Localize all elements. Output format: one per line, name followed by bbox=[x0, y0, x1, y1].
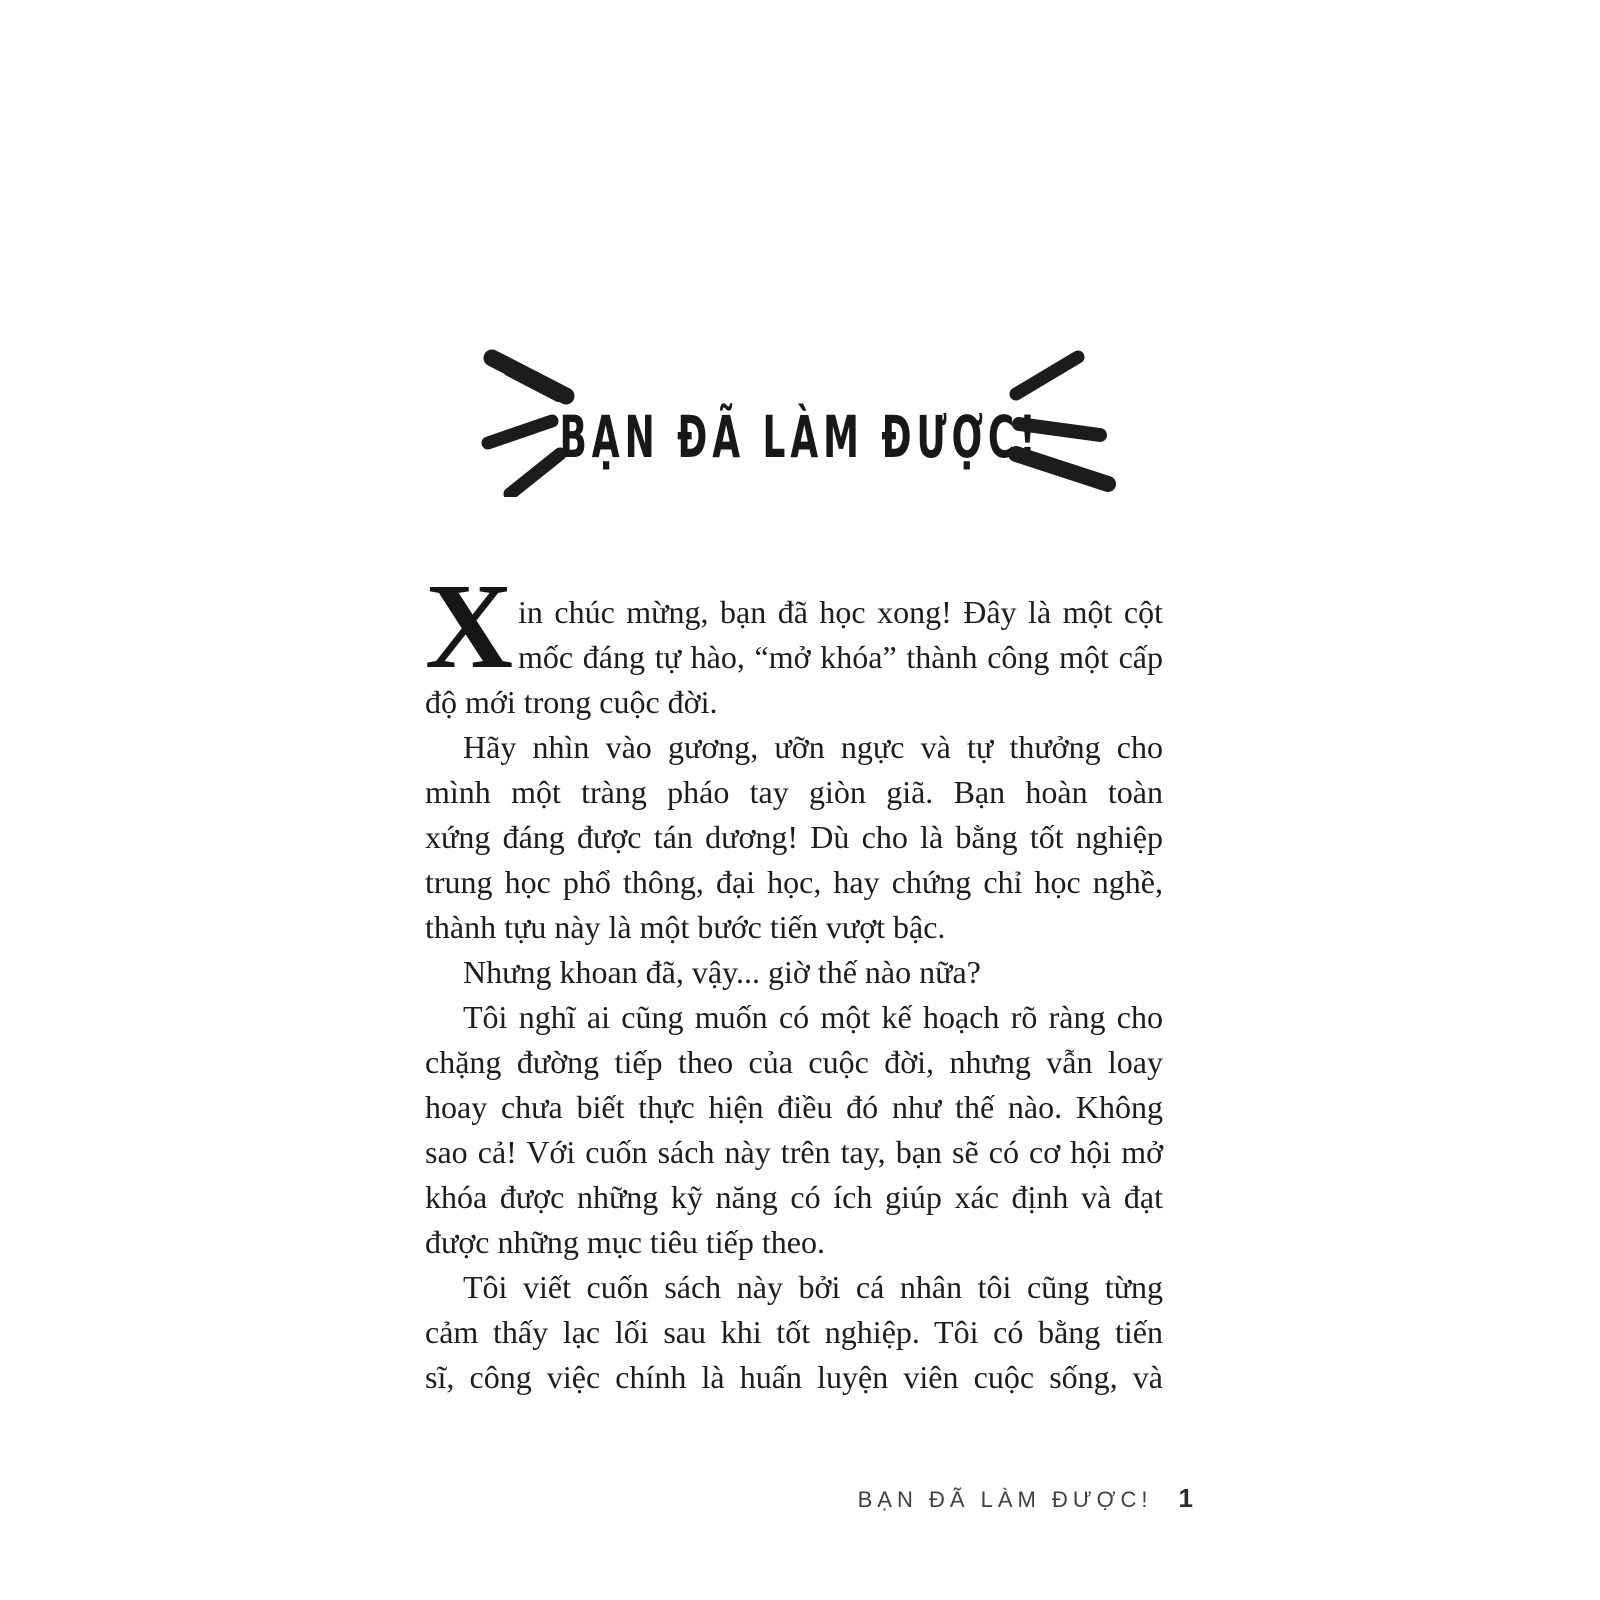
body-line: sao cả! Với cuốn sách này trên tay, bạn sẽ có cơ hội mở bbox=[425, 1134, 1163, 1170]
body-line: chặng đường tiếp theo của cuộc đời, nhưng vẫn loay bbox=[425, 1044, 1163, 1080]
body-line: trung học phổ thông, đại học, hay chứng chỉ học nghề, bbox=[425, 864, 1163, 900]
brush-strokes-right-icon bbox=[1002, 342, 1144, 497]
body-line: xứng đáng được tán dương! Dù cho là bằng tốt nghiệp bbox=[425, 819, 1163, 855]
body-line: Tôi viết cuốn sách này bởi cá nhân tôi cũng từng bbox=[463, 1269, 1163, 1305]
running-title: BẠN ĐÃ LÀM ĐƯỢC! bbox=[857, 1487, 1153, 1512]
chapter-title: BẠN ĐÃ LÀM ĐƯỢC! bbox=[559, 403, 1041, 471]
page-number: 1 bbox=[1178, 1483, 1193, 1513]
body-line: mình một tràng pháo tay giòn giã. Bạn hoàn toàn bbox=[425, 774, 1163, 810]
body-line: mốc đáng tự hào, “mở khóa” thành công một cấp bbox=[518, 639, 1163, 675]
body-line: hoay chưa biết thực hiện điều đó như thế nào. Không bbox=[425, 1089, 1163, 1125]
chapter-title-block bbox=[0, 392, 1600, 482]
body-line: cảm thấy lạc lối sau khi tốt nghiệp. Tôi có bằng tiến bbox=[425, 1314, 1163, 1350]
paragraph bbox=[425, 1265, 1163, 1400]
paragraph bbox=[425, 995, 1163, 1265]
body-line: Nhưng khoan đã, vậy... giờ thế nào nữa? bbox=[463, 954, 981, 990]
body-line: Tôi nghĩ ai cũng muốn có một kế hoạch rõ ràng cho bbox=[463, 999, 1163, 1035]
body-line: độ mới trong cuộc đời. bbox=[425, 684, 718, 720]
paragraph bbox=[425, 950, 1163, 995]
body-line: sĩ, công việc chính là huấn luyện viên cuộc sống, và bbox=[425, 1359, 1163, 1395]
paragraph bbox=[425, 725, 1163, 950]
drop-cap: X bbox=[425, 559, 514, 694]
body-line: Hãy nhìn vào gương, ưỡn ngực và tự thưởng cho bbox=[463, 729, 1163, 765]
body-line: in chúc mừng, bạn đã học xong! Đây là một cột bbox=[518, 594, 1163, 630]
body-line: thành tựu này là một bước tiến vượt bậc. bbox=[425, 909, 946, 945]
paragraph bbox=[425, 559, 1163, 725]
page-footer bbox=[425, 1483, 1193, 1514]
body-text bbox=[425, 559, 1163, 1400]
body-line: được những mục tiêu tiếp theo. bbox=[425, 1224, 825, 1260]
body-line: khóa được những kỹ năng có ích giúp xác định và đạt bbox=[425, 1179, 1163, 1215]
